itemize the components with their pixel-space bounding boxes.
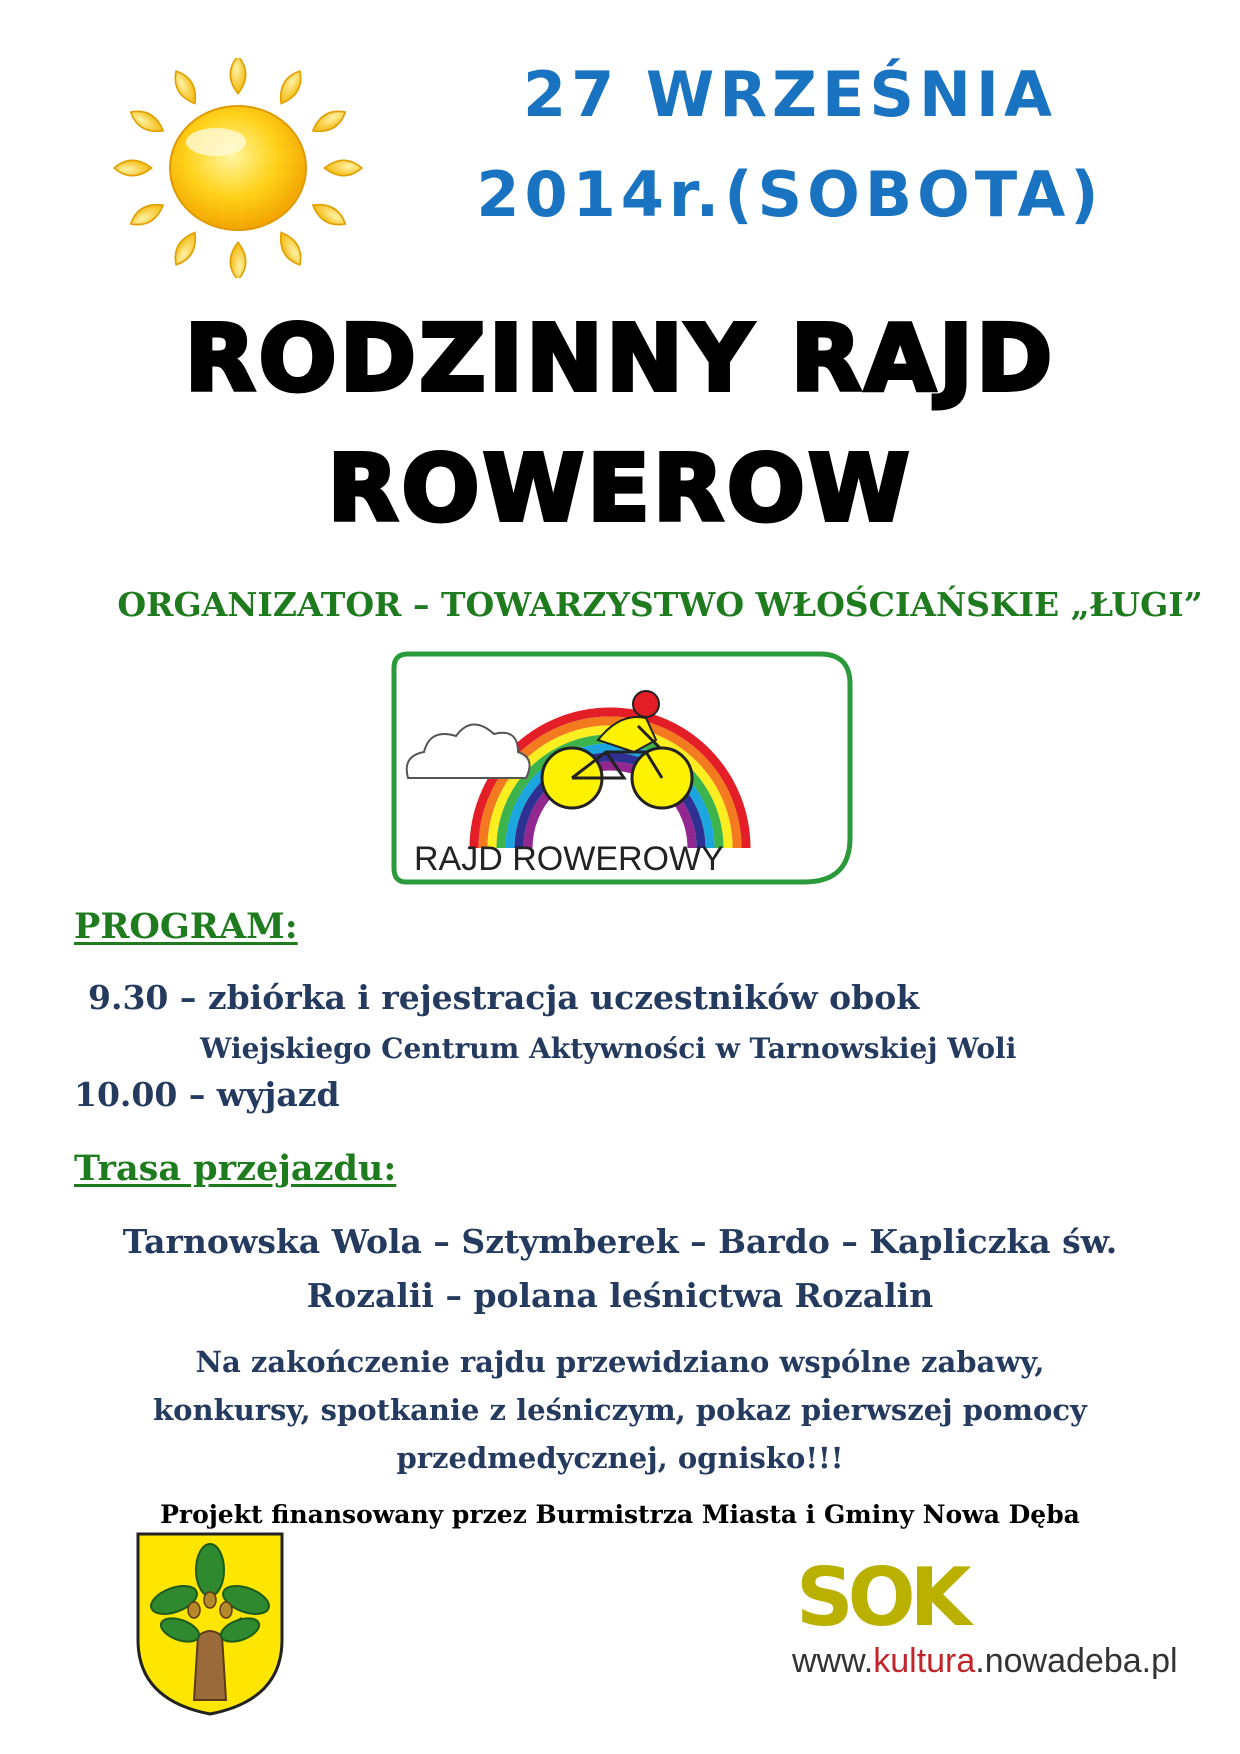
ending-line-2: konkursy, spotkanie z leśniczym, pokaz pierwszej pomocy: [153, 1393, 1087, 1427]
organizer-line: ORGANIZATOR – TOWARZYSTWO WŁOŚCIAŃSKIE „ŁUGI”: [117, 585, 1203, 624]
sun-ray: [169, 229, 201, 269]
sun-ray: [230, 242, 245, 278]
program-heading: PROGRAM:: [74, 906, 298, 947]
sun-ray: [127, 199, 167, 231]
event-date: 27 WRZEŚNIA: [523, 58, 1057, 131]
route-heading: Trasa przejazdu:: [74, 1148, 397, 1189]
sun-icon: [88, 58, 388, 278]
sok-url-highlight: kultura: [873, 1642, 976, 1680]
ending-line-1: Na zakończenie rajdu przewidziano wspólne zabawy,: [195, 1345, 1045, 1379]
sun-ray: [230, 58, 245, 94]
event-year-day: 2014r.(SOBOTA): [476, 158, 1104, 231]
ending-line-3: przedmedycznej, ognisko!!!: [396, 1441, 844, 1475]
poster-title-line-2: ROWEROW: [327, 435, 913, 542]
sok-logo: SOK: [796, 1551, 966, 1644]
program-item-1: 9.30 – zbiórka i rejestracja uczestników obok: [88, 978, 920, 1017]
program-item-2: 10.00 – wyjazd: [74, 1075, 340, 1114]
sun-ray: [275, 67, 307, 107]
poster-title-line-1: RODZINNY RAJD: [184, 305, 1056, 412]
sun-ray: [309, 199, 349, 231]
route-line-1: Tarnowska Wola – Sztymberek – Bardo – Kapliczka św.: [122, 1222, 1118, 1261]
coat-of-arms-icon: [134, 1530, 286, 1718]
sun-ray: [275, 229, 307, 269]
sun-ray: [324, 160, 361, 175]
program-item-1-location: Wiejskiego Centrum Aktywności w Tarnowskiej Woli: [200, 1032, 1017, 1065]
sok-url-suffix: .nowadeba.pl: [975, 1642, 1178, 1680]
sun-ray: [309, 105, 349, 137]
rajd-rowerowy-logo: [384, 648, 860, 888]
sun-ray: [127, 105, 167, 137]
sun-ray: [114, 160, 151, 175]
logo-text: RAJD ROWEROWY: [414, 840, 724, 878]
funding-note: Projekt finansowany przez Burmistrza Miasta i Gminy Nowa Dęba: [160, 1500, 1080, 1529]
sun-ray: [169, 67, 201, 107]
route-line-2: Rozalii – polana leśnictwa Rozalin: [306, 1276, 934, 1315]
sok-url-prefix: www.: [792, 1642, 874, 1680]
sok-website-link[interactable]: [792, 1642, 1178, 1681]
